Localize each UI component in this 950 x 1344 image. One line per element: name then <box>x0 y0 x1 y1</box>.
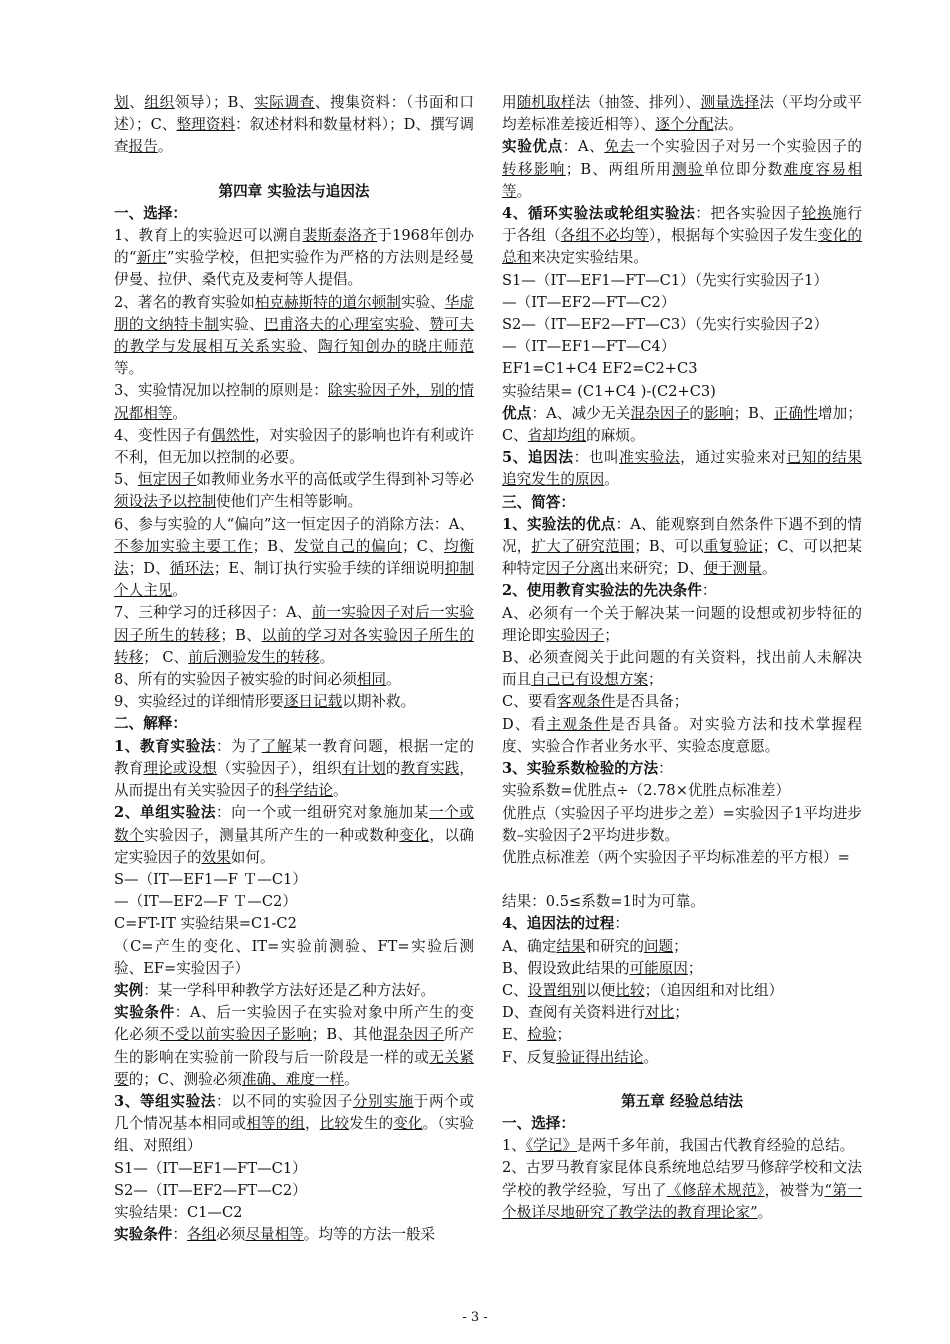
bold-text: 二、解释： <box>114 715 187 733</box>
underlined-text: 整理资料 <box>176 116 236 134</box>
underlined-text: 逐个分配 <box>655 116 714 134</box>
text-run: 如教师业务水平的高低或学生得到补习等必 <box>196 471 474 489</box>
underlined-text: 划 <box>114 94 130 111</box>
paragraph <box>114 1202 474 1224</box>
text-run: 如何。 <box>230 848 275 866</box>
underlined-text: 转移影响 <box>502 160 566 178</box>
text-run: 。 <box>516 182 532 200</box>
paragraph <box>502 1002 862 1024</box>
text-run: 实验结果= (C1+C4 )-(C2+C3) <box>502 382 716 400</box>
underlined-text: 柏克赫斯特的道尔顿制 <box>254 293 401 311</box>
underlined-text: 陶行知创办的晓庄师范 <box>318 338 474 356</box>
paragraph <box>502 203 862 270</box>
underlined-text: 不参加实验主要工作 <box>114 537 253 555</box>
underlined-text: 自己已有设想方案 <box>531 671 648 689</box>
paragraph <box>114 913 474 935</box>
text-run: 、 <box>414 315 430 333</box>
text-run: ”实验学校，但把实验作为严格的方法则是经曼伊曼、拉伊、桑代克及麦柯等人提倡。 <box>114 249 474 289</box>
paragraph <box>114 713 474 735</box>
paragraph-spacer <box>502 1069 862 1091</box>
text-run: 实验因子，测量其所产生的一种或数种 <box>144 826 400 844</box>
underlined-text: 准确、难度一样 <box>241 1070 345 1088</box>
text-run: 。均等的方法一般采 <box>303 1226 436 1244</box>
text-run: 一个实验因子对另一个实验因子的 <box>634 138 862 156</box>
text-run: ；B、 <box>252 537 295 555</box>
underlined-text: 客观条件 <box>556 693 616 711</box>
text-run: 增加；C、 <box>502 404 862 445</box>
underlined-text: 比较 <box>319 1115 350 1133</box>
text-run: C、 <box>502 981 528 999</box>
underlined-text: 华虚朋的文纳特卡制 <box>114 293 474 333</box>
text-run: 。 <box>319 648 335 666</box>
paragraph <box>502 270 862 292</box>
text-run: 实验结果：C1—C2 <box>114 1203 243 1221</box>
underlined-text: 相等的组 <box>246 1115 306 1133</box>
paragraph <box>114 469 474 513</box>
text-run: 。 <box>643 1048 659 1066</box>
underlined-text: 扩大了研究范围 <box>531 538 635 556</box>
left-column <box>114 92 474 1246</box>
underlined-text: 实际调查 <box>254 94 315 111</box>
paragraph <box>114 380 474 424</box>
underlined-text: 不受以前实验因子影响 <box>159 1026 312 1044</box>
text-run: ； <box>687 959 703 977</box>
text-run: 2、古罗马教育家昆体良系统地总结罗马修辞学校和文法学校的教学经验，写出了 <box>502 1159 862 1199</box>
text-run: ；B、 <box>220 626 262 644</box>
text-run: ：把各实验因子 <box>695 205 802 223</box>
text-run: 以便 <box>586 981 616 999</box>
text-run: 来决定实验结果。 <box>531 249 648 267</box>
text-run: ：A、 <box>562 138 605 156</box>
text-run: 用 <box>502 94 517 111</box>
underlined-text: 省却均组 <box>527 427 587 445</box>
paragraph <box>114 425 474 469</box>
text-run: 8、所有的实验因子被实验的时间必须 <box>114 671 357 689</box>
text-run: ； <box>647 671 663 689</box>
text-run: 3、实验情况加以控制的原则是： <box>114 382 328 400</box>
underlined-text: 重复验证 <box>703 538 763 556</box>
paragraph <box>502 980 862 1002</box>
bold-text: 2、使用教育实验法的先决条件 <box>502 582 702 600</box>
paragraph <box>502 1024 862 1046</box>
underlined-text: 分别实施 <box>352 1092 414 1110</box>
paragraph <box>114 514 474 603</box>
text-run: 第四章 实验法与追因法 <box>218 182 370 200</box>
text-run: ：向一个或一组研究对象施加某 <box>216 804 429 822</box>
text-run: 单位即分数 <box>703 160 784 178</box>
text-run: ， <box>305 1115 320 1133</box>
text-run: EF1=C1+C4 EF2=C2+C3 <box>502 360 698 378</box>
underlined-text: 问题 <box>643 937 674 955</box>
text-run: ； <box>674 1004 689 1022</box>
text-run: B、假设致此结果的 <box>502 959 630 977</box>
paragraph <box>502 958 862 980</box>
text-run: （C=产生的变化、IT=实验前测验、FT=实验后测验、EF=实验因子） <box>114 937 474 977</box>
paragraph <box>114 691 474 713</box>
text-run: D、查阅有关资料进行 <box>502 1004 646 1022</box>
underlined-text: 以前的学习对各实验因子所生的转移 <box>114 626 474 666</box>
paragraph <box>114 869 474 891</box>
text-run: S1—（IT—EF1—FT—C1）（先实行实验因子1） <box>502 271 829 289</box>
text-run: C、要看 <box>502 693 557 711</box>
text-run: 1、 <box>502 1137 526 1155</box>
text-run: S1—（IT—EF1—FT—C1） <box>114 1159 307 1177</box>
paragraph <box>114 602 474 669</box>
text-run: —（IT—EF1—FT—C4） <box>502 338 676 356</box>
underlined-text: 巴甫洛夫的心理室实验 <box>264 315 415 333</box>
paragraph <box>502 314 862 336</box>
text-run: ： <box>614 915 629 933</box>
text-run: ；B、可以 <box>634 538 704 556</box>
paragraph <box>502 714 862 758</box>
underlined-text: 相同 <box>356 671 386 689</box>
text-run: B、必须查阅关于此问题的有关资料，找出前人未解决而且 <box>502 649 862 689</box>
text-run: ： <box>172 1226 187 1244</box>
underlined-text: 前一实验因子对后一实验因子所生的转移 <box>114 604 474 644</box>
bold-text: 4、循环实验法或轮组实验法 <box>502 205 696 223</box>
text-run: 法（抽签、排列）、 <box>575 94 701 111</box>
underlined-text: 混杂因子 <box>383 1026 445 1044</box>
text-run: 。 <box>332 782 348 800</box>
underlined-text: 正确性 <box>773 404 818 422</box>
underlined-text: 各组 <box>187 1226 217 1244</box>
paragraph <box>502 447 862 491</box>
bold-text: 实验优点 <box>502 138 563 156</box>
text-run: 、 <box>129 94 145 111</box>
underlined-text: 报告 <box>128 138 158 156</box>
bold-text: 优点 <box>502 404 532 422</box>
paragraph <box>502 1113 862 1135</box>
text-run: 的 <box>689 404 705 422</box>
bold-text: 一、选择： <box>114 204 187 222</box>
paragraph <box>502 1047 862 1069</box>
bold-text: 2、单组实验法 <box>114 804 217 822</box>
bold-text: 5、追因法 <box>502 449 574 467</box>
paragraph <box>502 647 862 691</box>
underlined-text: 逐日记载 <box>283 693 343 711</box>
bold-text: 4、追因法的过程 <box>502 915 615 933</box>
text-run: ；E、制订执行实验手续的详细说明 <box>213 560 445 578</box>
underlined-text: 因子分离 <box>545 560 605 578</box>
text-run: 、搜集资料：（书面和口述）；C、 <box>114 94 474 134</box>
paragraph <box>114 1158 474 1180</box>
text-run: ； C、 <box>143 648 189 666</box>
underlined-text: 测量选择 <box>700 94 760 111</box>
text-run: 于两个或几个情况基本相同或 <box>114 1092 474 1133</box>
text-run: 。 <box>761 560 777 578</box>
text-run: 施行于各组（ <box>502 205 862 245</box>
underlined-text: 一个或数个 <box>114 804 474 844</box>
text-run: 以期补救。 <box>342 693 416 711</box>
text-run: S2—（IT—EF2—FT—C3）（先实行实验因子2） <box>502 316 829 334</box>
underlined-text: 设置组别 <box>527 981 587 999</box>
text-run: 领导）；B、 <box>174 94 255 111</box>
text-run: 结果：0.5≤系数=1时为可靠。 <box>502 893 705 911</box>
underlined-text: 变化 <box>399 826 430 844</box>
text-run: ：以不同的实验因子 <box>216 1092 353 1110</box>
paragraph <box>502 514 862 581</box>
paragraph-spacer <box>502 869 862 891</box>
paragraph <box>114 1002 474 1091</box>
text-run: 法。 <box>713 116 743 134</box>
underlined-text: 理论或设想 <box>143 759 217 777</box>
chapter-heading <box>502 1091 862 1113</box>
paragraph <box>114 225 474 292</box>
text-run: 4、变性因子有 <box>114 426 211 444</box>
paragraph <box>502 803 862 847</box>
text-run: ； <box>604 626 619 644</box>
bold-text: 3、实验系数检验的方法 <box>502 760 659 778</box>
underlined-text: 已知的结果追究发生的原因 <box>502 449 862 489</box>
bold-text: 实验条件 <box>114 1226 173 1244</box>
paragraph <box>502 381 862 403</box>
text-run: E、 <box>502 1026 528 1044</box>
underlined-text: 变化的总和 <box>502 227 862 267</box>
text-run: 的 <box>385 759 401 777</box>
text-run: ；（追因组和对比组） <box>644 981 784 999</box>
bold-text: 1、实验法的优点 <box>502 515 616 533</box>
text-run: ；C、可以把某种特定 <box>502 538 862 578</box>
underlined-text: 混杂因子 <box>630 404 690 422</box>
bold-text: 三、简答： <box>502 493 575 511</box>
paragraph <box>114 736 474 803</box>
text-run: ：A、后一实验因子在实验对象中所产生的变化必须 <box>114 1004 474 1044</box>
text-run: 和研究的 <box>585 937 644 955</box>
text-run: 优胜点（实验因子平均进步之差）=实验因子1平均进步数–实验因子2平均进步数。 <box>502 804 862 844</box>
paragraph <box>502 1157 862 1224</box>
text-run: 第五章 经验总结法 <box>621 1092 743 1110</box>
underlined-text: “第一个极详尽地研究了教学法的教育理论家” <box>502 1181 862 1221</box>
text-run: S—（IT—EF1—F Ｔ—C1） <box>114 870 307 888</box>
paragraph <box>114 203 474 225</box>
text-run: —（IT—EF2—FT—C2） <box>502 293 676 311</box>
paragraph <box>502 403 862 447</box>
text-run: —（IT—EF2—F Ｔ—C2） <box>114 893 297 911</box>
text-run: ；C、 <box>401 537 444 555</box>
paragraph <box>502 758 862 780</box>
text-run: F、反复 <box>502 1048 556 1066</box>
underlined-text: 轮换 <box>801 205 833 223</box>
underlined-text: 偶然性 <box>210 426 255 444</box>
text-run: 6、参与实验的人“偏向”这一恒定因子的消除方法：A、 <box>114 515 474 533</box>
bold-text: 3、等组实验法 <box>114 1092 217 1110</box>
text-run: ：为了 <box>216 737 262 755</box>
underlined-text: 赞可夫的教学与发展相互关系实验 <box>114 315 474 356</box>
underlined-text: 均衡法 <box>114 537 474 578</box>
text-run: 所产生的影响在实验前一阶段与后一阶段是一样的或 <box>114 1026 474 1066</box>
paragraph <box>502 1135 862 1157</box>
text-run: ；B、两组所用 <box>565 160 673 178</box>
paragraph <box>114 1180 474 1202</box>
text-run: 发生的 <box>349 1115 394 1133</box>
text-run: 于1968年创办的“ <box>114 227 474 267</box>
right-column <box>502 92 862 1224</box>
text-run: ：叙述材料和数量材料）；D、撰写调查 <box>114 116 474 156</box>
text-run: 的麻烦。 <box>586 427 645 445</box>
text-run: 。 <box>157 138 173 156</box>
underlined-text: 有计划 <box>341 759 386 777</box>
underlined-text: 各组不必均等 <box>560 227 649 245</box>
text-run: ，从而提出有关实验因子的 <box>114 759 474 800</box>
text-run: （实验因子），组织 <box>216 759 342 777</box>
text-run: S2—（IT—EF2—FT—C2） <box>114 1181 307 1199</box>
paragraph <box>502 358 862 380</box>
text-run: 某一教育问题，根据一定的教育 <box>114 737 474 777</box>
text-run: 。 <box>757 1203 773 1221</box>
paragraph <box>114 1091 474 1158</box>
text-run: 9、实验经过的详细情形要 <box>114 693 284 711</box>
underlined-text: 可能原因 <box>629 959 688 977</box>
text-run: 必须 <box>216 1226 246 1244</box>
paragraph <box>502 891 862 913</box>
underlined-text: 检验 <box>527 1026 557 1044</box>
text-run: ： <box>658 760 673 778</box>
text-run: 是否具备。对实验方法和技术掌握程度、实验合作者业务水平、实验态度意愿。 <box>502 715 862 755</box>
text-run: ；B、 <box>733 404 774 422</box>
text-run: 实验、 <box>400 293 445 311</box>
paragraph <box>502 492 862 514</box>
paragraph <box>114 292 474 381</box>
text-run: ，通过实验来对 <box>680 449 787 467</box>
text-run: ：某一学科甲种教学方法好还是乙种方法好。 <box>143 981 436 999</box>
text-run: 5、 <box>114 471 138 489</box>
bold-text: 一、选择： <box>502 1114 575 1132</box>
text-run: 出来研究；D、 <box>604 560 704 578</box>
underlined-text: 新庄 <box>136 249 167 267</box>
text-run: ，以确定实验因子的 <box>114 826 474 866</box>
text-run: 等。 <box>114 360 144 378</box>
underlined-text: 前后测验发生的转移 <box>188 648 320 666</box>
underlined-text: 难度容易相等 <box>502 160 862 200</box>
paragraph-spacer <box>114 159 474 181</box>
text-run: 。 <box>172 404 187 422</box>
paragraph <box>502 92 862 136</box>
text-run: 。（实验组、对照组） <box>114 1115 474 1155</box>
paragraph <box>502 580 862 602</box>
text-run: 优胜点标准差（两个实验因子平均标准差的平方根）= <box>502 848 850 866</box>
text-run: ；D、 <box>128 560 170 578</box>
underlined-text: 免去 <box>604 138 635 156</box>
text-run: 实验、 <box>219 315 265 333</box>
text-run: ： <box>701 582 717 600</box>
text-run: 是否具备； <box>615 693 689 711</box>
paragraph <box>502 847 862 869</box>
underlined-text: 了解 <box>261 737 293 755</box>
paragraph <box>114 936 474 980</box>
paragraph <box>502 336 862 358</box>
underlined-text: 尽量相等 <box>245 1226 304 1244</box>
paragraph <box>114 1224 474 1246</box>
underlined-text: 结果 <box>556 937 586 955</box>
text-run: 。 <box>604 471 619 489</box>
text-run: 。 <box>386 671 401 689</box>
underlined-text: 效果 <box>201 848 231 866</box>
text-run: ，被誉为 <box>764 1181 825 1199</box>
underlined-text: 循环法 <box>169 560 214 578</box>
underlined-text: 影响 <box>704 404 734 422</box>
underlined-text: 发觉自己的偏向 <box>294 537 402 555</box>
text-run: A、确定 <box>502 937 557 955</box>
text-run: 法（平均分或平均差标准差接近相等）、 <box>502 94 862 134</box>
underlined-text: 主观条件 <box>546 715 610 733</box>
paragraph <box>502 603 862 647</box>
bold-text: 实例 <box>114 981 144 999</box>
underlined-text: 实验因子 <box>545 626 605 644</box>
text-run: ，对实验因子的影响也许有利或许不利，但无加以控制的必要。 <box>114 426 474 467</box>
text-run: ； <box>556 1026 572 1044</box>
text-run: ），根据每个实验因子发生 <box>648 227 818 245</box>
page-number: - 3 - <box>462 1310 488 1325</box>
text-run: ：也叫 <box>573 449 620 467</box>
text-run: 使他们产生相等影响。 <box>216 493 363 511</box>
paragraph <box>114 980 474 1002</box>
underlined-text: 比较 <box>615 981 645 999</box>
paragraph <box>114 891 474 913</box>
underlined-text: 科学结论 <box>274 782 333 800</box>
underlined-text: 对比 <box>645 1004 675 1022</box>
underlined-text: 便于测量 <box>703 560 762 578</box>
text-run: ； <box>673 937 688 955</box>
bold-text: 实验条件 <box>114 1004 175 1022</box>
text-run: 实验系数=优胜点÷（2.78×优胜点标准差） <box>502 782 791 800</box>
text-run: 。 <box>172 582 187 600</box>
paragraph <box>502 780 862 802</box>
underlined-text: 恒定因子 <box>137 471 197 489</box>
text-run: ；B、其他 <box>311 1026 384 1044</box>
text-run: ：A、能观察到自然条件下遇不到的情况， <box>502 515 862 556</box>
underlined-text: 无关紧要 <box>114 1048 474 1088</box>
paragraph <box>502 136 862 203</box>
paragraph <box>502 691 862 713</box>
paragraph <box>502 292 862 314</box>
text-run: 2、著名的教育实验如 <box>114 293 255 311</box>
underlined-text: 验证得出结论 <box>555 1048 644 1066</box>
text-run: C=FT-IT 实验结果=C1-C2 <box>114 915 297 933</box>
text-run: 1、教育上的实验迟可以溯自 <box>114 227 303 245</box>
underlined-text: 组织 <box>144 94 175 111</box>
underlined-text: 《学记》 <box>525 1137 577 1155</box>
underlined-text: 随机取样 <box>516 94 576 111</box>
underlined-text: 抑制个人主见 <box>114 560 474 600</box>
text-run: 是两千多年前，我国古代教育经验的总结。 <box>576 1137 855 1155</box>
text-run: 7、三种学习的迁移因子：A、 <box>114 604 312 622</box>
text-run: 的；C、测验必须 <box>128 1070 242 1088</box>
underlined-text: 变化 <box>393 1115 423 1133</box>
text-run: A、必须有一个关于解决某一问题的设想或初步特征的理论即 <box>502 604 862 644</box>
paragraph <box>114 802 474 869</box>
paragraph <box>502 936 862 958</box>
underlined-text: 裴斯泰洛齐 <box>302 227 378 245</box>
underlined-text: 准实验法 <box>619 449 681 467</box>
underlined-text: 《修辞术规范》 <box>666 1181 765 1199</box>
chapter-heading <box>114 181 474 203</box>
paragraph <box>114 92 474 159</box>
text-run: ：A、减少无关 <box>531 404 631 422</box>
text-run: 。 <box>344 1070 359 1088</box>
underlined-text: 测验 <box>672 160 704 178</box>
underlined-text: 教育实践 <box>400 759 460 777</box>
bold-text: 1、教育实验法 <box>114 737 217 755</box>
text-run: D、看 <box>502 715 547 733</box>
underlined-text: 除实验因子外，别的情况都相等 <box>114 382 474 422</box>
text-run: 、 <box>302 338 319 356</box>
paragraph <box>502 913 862 935</box>
underlined-text: 须设法予以控制 <box>114 493 217 511</box>
paragraph <box>114 669 474 691</box>
